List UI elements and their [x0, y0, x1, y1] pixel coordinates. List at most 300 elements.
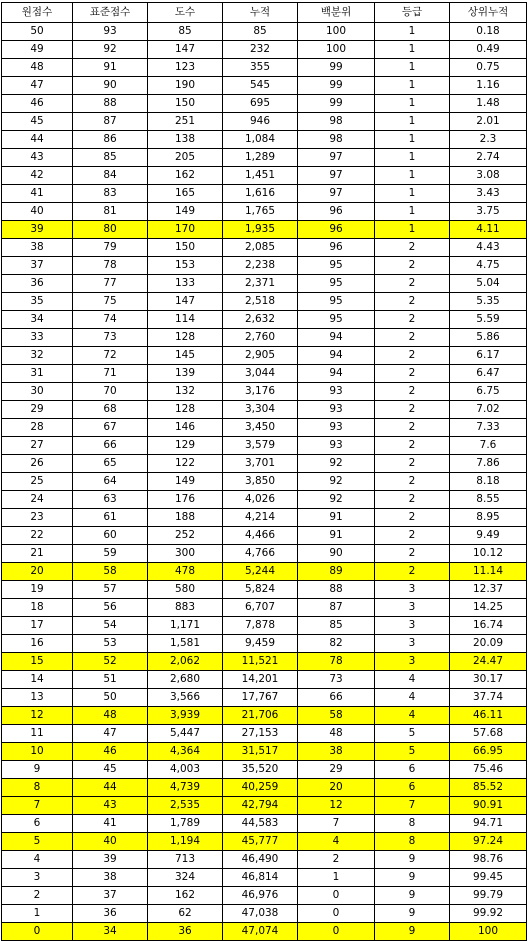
cell-percentile: 97	[298, 149, 375, 167]
cell-percentile: 91	[298, 527, 375, 545]
cell-frequency: 2,535	[148, 797, 223, 815]
cell-top-cumulative: 6.17	[450, 347, 527, 365]
cell-top-cumulative: 2.74	[450, 149, 527, 167]
cell-cumulative: 695	[223, 95, 298, 113]
cell-grade: 2	[375, 257, 450, 275]
cell-raw-score: 29	[2, 401, 73, 419]
cell-top-cumulative: 8.55	[450, 491, 527, 509]
cell-cumulative: 1,289	[223, 149, 298, 167]
cell-top-cumulative: 7.86	[450, 455, 527, 473]
cell-percentile: 95	[298, 311, 375, 329]
cell-grade: 8	[375, 815, 450, 833]
cell-cumulative: 2,518	[223, 293, 298, 311]
table-row	[2, 257, 527, 275]
table-row	[2, 401, 527, 419]
cell-standard-score: 85	[73, 149, 148, 167]
cell-top-cumulative: 24.47	[450, 653, 527, 671]
cell-top-cumulative: 9.49	[450, 527, 527, 545]
cell-top-cumulative: 20.09	[450, 635, 527, 653]
cell-standard-score: 56	[73, 599, 148, 617]
cell-standard-score: 92	[73, 41, 148, 59]
score-table	[1, 2, 527, 941]
cell-raw-score: 44	[2, 131, 73, 149]
cell-frequency: 3,939	[148, 707, 223, 725]
header-raw-score: 원점수	[2, 3, 73, 23]
cell-grade: 9	[375, 851, 450, 869]
cell-top-cumulative: 14.25	[450, 599, 527, 617]
cell-top-cumulative: 5.04	[450, 275, 527, 293]
cell-cumulative: 31,517	[223, 743, 298, 761]
table-row	[2, 635, 527, 653]
cell-raw-score: 30	[2, 383, 73, 401]
cell-top-cumulative: 100	[450, 923, 527, 941]
table-row	[2, 815, 527, 833]
cell-percentile: 93	[298, 437, 375, 455]
cell-top-cumulative: 7.02	[450, 401, 527, 419]
table-row	[2, 131, 527, 149]
cell-top-cumulative: 3.75	[450, 203, 527, 221]
cell-raw-score: 41	[2, 185, 73, 203]
cell-percentile: 92	[298, 455, 375, 473]
cell-raw-score: 4	[2, 851, 73, 869]
cell-standard-score: 51	[73, 671, 148, 689]
cell-standard-score: 72	[73, 347, 148, 365]
cell-percentile: 100	[298, 23, 375, 41]
cell-standard-score: 34	[73, 923, 148, 941]
cell-standard-score: 68	[73, 401, 148, 419]
cell-percentile: 66	[298, 689, 375, 707]
cell-percentile: 95	[298, 257, 375, 275]
cell-cumulative: 17,767	[223, 689, 298, 707]
cell-percentile: 98	[298, 131, 375, 149]
table-row	[2, 95, 527, 113]
table-row	[2, 437, 527, 455]
cell-frequency: 176	[148, 491, 223, 509]
cell-standard-score: 63	[73, 491, 148, 509]
cell-raw-score: 0	[2, 923, 73, 941]
cell-cumulative: 21,706	[223, 707, 298, 725]
cell-frequency: 162	[148, 887, 223, 905]
cell-percentile: 29	[298, 761, 375, 779]
cell-frequency: 149	[148, 473, 223, 491]
cell-percentile: 0	[298, 887, 375, 905]
cell-grade: 9	[375, 923, 450, 941]
cell-raw-score: 22	[2, 527, 73, 545]
cell-raw-score: 24	[2, 491, 73, 509]
cell-top-cumulative: 97.24	[450, 833, 527, 851]
cell-grade: 1	[375, 59, 450, 77]
cell-top-cumulative: 99.45	[450, 869, 527, 887]
cell-standard-score: 64	[73, 473, 148, 491]
cell-raw-score: 11	[2, 725, 73, 743]
cell-grade: 1	[375, 185, 450, 203]
cell-standard-score: 83	[73, 185, 148, 203]
cell-grade: 3	[375, 581, 450, 599]
cell-cumulative: 1,935	[223, 221, 298, 239]
cell-grade: 2	[375, 329, 450, 347]
cell-percentile: 48	[298, 725, 375, 743]
table-row	[2, 473, 527, 491]
cell-grade: 6	[375, 779, 450, 797]
cell-cumulative: 35,520	[223, 761, 298, 779]
cell-percentile: 97	[298, 185, 375, 203]
cell-top-cumulative: 5.59	[450, 311, 527, 329]
cell-standard-score: 37	[73, 887, 148, 905]
cell-standard-score: 81	[73, 203, 148, 221]
cell-grade: 9	[375, 887, 450, 905]
cell-standard-score: 50	[73, 689, 148, 707]
cell-standard-score: 87	[73, 113, 148, 131]
cell-top-cumulative: 2.3	[450, 131, 527, 149]
table-row	[2, 149, 527, 167]
header-row	[2, 3, 527, 23]
cell-raw-score: 18	[2, 599, 73, 617]
cell-top-cumulative: 99.92	[450, 905, 527, 923]
cell-frequency: 2,062	[148, 653, 223, 671]
cell-percentile: 92	[298, 473, 375, 491]
table-row	[2, 851, 527, 869]
table-row	[2, 671, 527, 689]
table-row	[2, 779, 527, 797]
cell-cumulative: 2,632	[223, 311, 298, 329]
cell-raw-score: 33	[2, 329, 73, 347]
cell-frequency: 205	[148, 149, 223, 167]
cell-standard-score: 88	[73, 95, 148, 113]
cell-standard-score: 61	[73, 509, 148, 527]
cell-percentile: 100	[298, 41, 375, 59]
cell-raw-score: 19	[2, 581, 73, 599]
cell-grade: 9	[375, 869, 450, 887]
cell-percentile: 4	[298, 833, 375, 851]
cell-grade: 2	[375, 545, 450, 563]
cell-percentile: 0	[298, 923, 375, 941]
cell-top-cumulative: 1.48	[450, 95, 527, 113]
cell-percentile: 58	[298, 707, 375, 725]
cell-cumulative: 46,976	[223, 887, 298, 905]
cell-percentile: 82	[298, 635, 375, 653]
cell-percentile: 96	[298, 239, 375, 257]
cell-raw-score: 43	[2, 149, 73, 167]
cell-cumulative: 4,766	[223, 545, 298, 563]
cell-cumulative: 3,850	[223, 473, 298, 491]
cell-frequency: 147	[148, 41, 223, 59]
cell-top-cumulative: 16.74	[450, 617, 527, 635]
cell-percentile: 1	[298, 869, 375, 887]
cell-standard-score: 78	[73, 257, 148, 275]
table-row	[2, 527, 527, 545]
table-row	[2, 797, 527, 815]
cell-cumulative: 14,201	[223, 671, 298, 689]
cell-frequency: 128	[148, 329, 223, 347]
cell-frequency: 4,003	[148, 761, 223, 779]
cell-frequency: 5,447	[148, 725, 223, 743]
cell-raw-score: 34	[2, 311, 73, 329]
cell-frequency: 2,680	[148, 671, 223, 689]
cell-raw-score: 45	[2, 113, 73, 131]
table-row	[2, 167, 527, 185]
table-row	[2, 617, 527, 635]
cell-standard-score: 52	[73, 653, 148, 671]
cell-cumulative: 40,259	[223, 779, 298, 797]
cell-percentile: 98	[298, 113, 375, 131]
cell-cumulative: 46,490	[223, 851, 298, 869]
cell-top-cumulative: 7.33	[450, 419, 527, 437]
cell-top-cumulative: 10.12	[450, 545, 527, 563]
cell-top-cumulative: 37.74	[450, 689, 527, 707]
cell-percentile: 38	[298, 743, 375, 761]
cell-percentile: 2	[298, 851, 375, 869]
cell-cumulative: 44,583	[223, 815, 298, 833]
cell-cumulative: 3,044	[223, 365, 298, 383]
cell-grade: 2	[375, 383, 450, 401]
cell-raw-score: 39	[2, 221, 73, 239]
cell-frequency: 190	[148, 77, 223, 95]
cell-cumulative: 1,765	[223, 203, 298, 221]
cell-percentile: 96	[298, 221, 375, 239]
cell-cumulative: 2,760	[223, 329, 298, 347]
cell-frequency: 133	[148, 275, 223, 293]
cell-cumulative: 2,238	[223, 257, 298, 275]
cell-grade: 1	[375, 167, 450, 185]
cell-raw-score: 36	[2, 275, 73, 293]
cell-grade: 1	[375, 221, 450, 239]
cell-cumulative: 1,451	[223, 167, 298, 185]
cell-cumulative: 47,074	[223, 923, 298, 941]
cell-raw-score: 27	[2, 437, 73, 455]
table-row	[2, 185, 527, 203]
cell-cumulative: 4,466	[223, 527, 298, 545]
header-grade: 등급	[375, 3, 450, 23]
cell-frequency: 324	[148, 869, 223, 887]
cell-grade: 2	[375, 275, 450, 293]
cell-cumulative: 5,824	[223, 581, 298, 599]
cell-standard-score: 44	[73, 779, 148, 797]
cell-grade: 4	[375, 707, 450, 725]
cell-grade: 3	[375, 653, 450, 671]
table-row	[2, 419, 527, 437]
cell-frequency: 1,194	[148, 833, 223, 851]
cell-top-cumulative: 8.18	[450, 473, 527, 491]
cell-percentile: 99	[298, 59, 375, 77]
cell-grade: 4	[375, 671, 450, 689]
score-distribution-sheet	[1, 2, 526, 941]
table-row	[2, 581, 527, 599]
cell-top-cumulative: 30.17	[450, 671, 527, 689]
cell-raw-score: 3	[2, 869, 73, 887]
cell-frequency: 478	[148, 563, 223, 581]
cell-percentile: 92	[298, 491, 375, 509]
cell-grade: 9	[375, 905, 450, 923]
cell-raw-score: 16	[2, 635, 73, 653]
cell-standard-score: 67	[73, 419, 148, 437]
cell-cumulative: 1,084	[223, 131, 298, 149]
cell-raw-score: 13	[2, 689, 73, 707]
cell-percentile: 87	[298, 599, 375, 617]
cell-standard-score: 36	[73, 905, 148, 923]
cell-percentile: 97	[298, 167, 375, 185]
cell-standard-score: 90	[73, 77, 148, 95]
cell-standard-score: 41	[73, 815, 148, 833]
cell-top-cumulative: 90.91	[450, 797, 527, 815]
table-row	[2, 599, 527, 617]
cell-frequency: 170	[148, 221, 223, 239]
cell-standard-score: 73	[73, 329, 148, 347]
table-row	[2, 293, 527, 311]
cell-grade: 1	[375, 95, 450, 113]
cell-top-cumulative: 85.52	[450, 779, 527, 797]
cell-percentile: 93	[298, 401, 375, 419]
table-row	[2, 653, 527, 671]
cell-percentile: 95	[298, 293, 375, 311]
table-row	[2, 365, 527, 383]
cell-top-cumulative: 7.6	[450, 437, 527, 455]
table-row	[2, 563, 527, 581]
cell-frequency: 114	[148, 311, 223, 329]
cell-grade: 3	[375, 617, 450, 635]
cell-cumulative: 3,579	[223, 437, 298, 455]
cell-frequency: 713	[148, 851, 223, 869]
cell-top-cumulative: 4.75	[450, 257, 527, 275]
cell-cumulative: 85	[223, 23, 298, 41]
header-cumulative: 누적	[223, 3, 298, 23]
cell-raw-score: 15	[2, 653, 73, 671]
cell-grade: 1	[375, 203, 450, 221]
cell-top-cumulative: 5.86	[450, 329, 527, 347]
cell-standard-score: 57	[73, 581, 148, 599]
cell-standard-score: 77	[73, 275, 148, 293]
table-row	[2, 725, 527, 743]
cell-raw-score: 20	[2, 563, 73, 581]
cell-frequency: 162	[148, 167, 223, 185]
cell-standard-score: 75	[73, 293, 148, 311]
cell-raw-score: 2	[2, 887, 73, 905]
cell-raw-score: 50	[2, 23, 73, 41]
cell-standard-score: 65	[73, 455, 148, 473]
cell-percentile: 95	[298, 275, 375, 293]
cell-grade: 4	[375, 689, 450, 707]
cell-standard-score: 84	[73, 167, 148, 185]
cell-frequency: 1,171	[148, 617, 223, 635]
cell-frequency: 165	[148, 185, 223, 203]
cell-percentile: 7	[298, 815, 375, 833]
cell-grade: 2	[375, 347, 450, 365]
cell-frequency: 300	[148, 545, 223, 563]
cell-percentile: 94	[298, 347, 375, 365]
cell-top-cumulative: 6.75	[450, 383, 527, 401]
cell-standard-score: 39	[73, 851, 148, 869]
cell-top-cumulative: 0.18	[450, 23, 527, 41]
cell-cumulative: 46,814	[223, 869, 298, 887]
cell-grade: 6	[375, 761, 450, 779]
cell-standard-score: 58	[73, 563, 148, 581]
cell-percentile: 20	[298, 779, 375, 797]
table-row	[2, 311, 527, 329]
cell-frequency: 4,739	[148, 779, 223, 797]
table-row	[2, 923, 527, 941]
cell-standard-score: 47	[73, 725, 148, 743]
table-row	[2, 383, 527, 401]
table-row	[2, 905, 527, 923]
cell-cumulative: 3,176	[223, 383, 298, 401]
cell-cumulative: 9,459	[223, 635, 298, 653]
table-row	[2, 113, 527, 131]
cell-top-cumulative: 6.47	[450, 365, 527, 383]
cell-grade: 2	[375, 437, 450, 455]
cell-frequency: 252	[148, 527, 223, 545]
cell-percentile: 85	[298, 617, 375, 635]
cell-standard-score: 45	[73, 761, 148, 779]
cell-standard-score: 53	[73, 635, 148, 653]
cell-raw-score: 9	[2, 761, 73, 779]
cell-frequency: 122	[148, 455, 223, 473]
table-row	[2, 761, 527, 779]
cell-frequency: 188	[148, 509, 223, 527]
cell-raw-score: 31	[2, 365, 73, 383]
cell-raw-score: 35	[2, 293, 73, 311]
header-top-cumulative: 상위누적	[450, 3, 527, 23]
cell-raw-score: 7	[2, 797, 73, 815]
cell-cumulative: 45,777	[223, 833, 298, 851]
cell-grade: 1	[375, 77, 450, 95]
cell-grade: 2	[375, 473, 450, 491]
cell-frequency: 85	[148, 23, 223, 41]
cell-raw-score: 17	[2, 617, 73, 635]
cell-cumulative: 4,214	[223, 509, 298, 527]
cell-raw-score: 14	[2, 671, 73, 689]
cell-raw-score: 32	[2, 347, 73, 365]
cell-raw-score: 5	[2, 833, 73, 851]
header-frequency: 도수	[148, 3, 223, 23]
cell-raw-score: 26	[2, 455, 73, 473]
cell-frequency: 147	[148, 293, 223, 311]
cell-top-cumulative: 5.35	[450, 293, 527, 311]
cell-raw-score: 48	[2, 59, 73, 77]
cell-grade: 1	[375, 41, 450, 59]
cell-raw-score: 23	[2, 509, 73, 527]
cell-top-cumulative: 4.11	[450, 221, 527, 239]
cell-percentile: 93	[298, 419, 375, 437]
cell-raw-score: 49	[2, 41, 73, 59]
cell-cumulative: 232	[223, 41, 298, 59]
cell-grade: 2	[375, 563, 450, 581]
cell-raw-score: 28	[2, 419, 73, 437]
cell-raw-score: 12	[2, 707, 73, 725]
cell-frequency: 150	[148, 239, 223, 257]
cell-top-cumulative: 8.95	[450, 509, 527, 527]
cell-percentile: 99	[298, 95, 375, 113]
cell-top-cumulative: 3.43	[450, 185, 527, 203]
table-row	[2, 23, 527, 41]
table-row	[2, 707, 527, 725]
cell-cumulative: 5,244	[223, 563, 298, 581]
table-row	[2, 59, 527, 77]
cell-frequency: 4,364	[148, 743, 223, 761]
cell-cumulative: 545	[223, 77, 298, 95]
table-row	[2, 221, 527, 239]
table-row	[2, 77, 527, 95]
cell-top-cumulative: 46.11	[450, 707, 527, 725]
cell-raw-score: 8	[2, 779, 73, 797]
cell-frequency: 883	[148, 599, 223, 617]
cell-grade: 5	[375, 725, 450, 743]
cell-cumulative: 2,085	[223, 239, 298, 257]
cell-standard-score: 48	[73, 707, 148, 725]
cell-raw-score: 1	[2, 905, 73, 923]
cell-cumulative: 6,707	[223, 599, 298, 617]
cell-cumulative: 3,450	[223, 419, 298, 437]
cell-frequency: 145	[148, 347, 223, 365]
cell-cumulative: 4,026	[223, 491, 298, 509]
